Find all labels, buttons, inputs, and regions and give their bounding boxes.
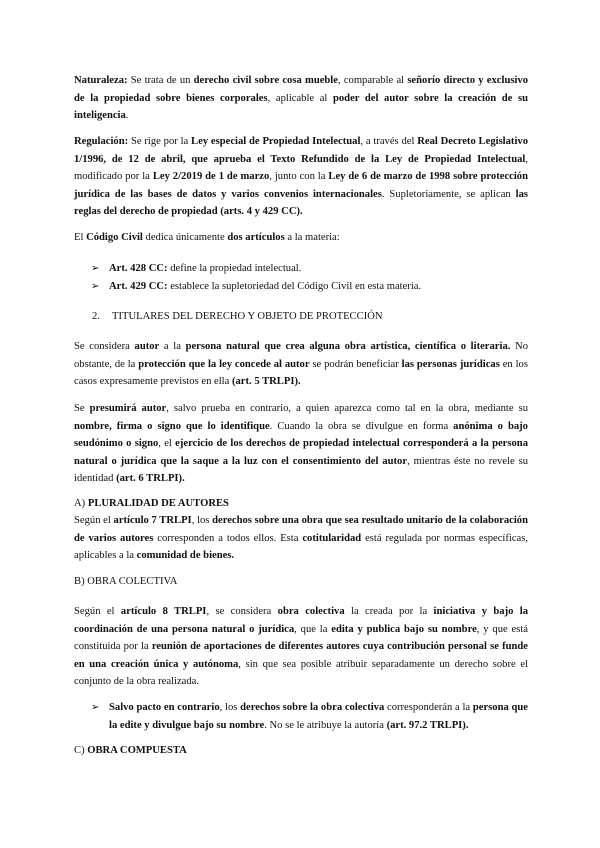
subheading-pluralidad xyxy=(74,495,528,513)
bold-run: Ley especial de Propiedad Intelectual xyxy=(191,136,361,147)
bold-run: Naturaleza: xyxy=(74,75,128,86)
paragraph-titulares-autor xyxy=(74,338,528,391)
bold-run: obra colectiva xyxy=(277,606,345,617)
bold-run: Ley de 6 de marzo de 1998 sobre protección jurídica de las bases de datos y varios convenios internacionales xyxy=(74,171,528,200)
text-run: , se considera xyxy=(206,606,278,617)
bold-run: derechos sobre una obra que sea resultado unitario de la colaboración de varios autores xyxy=(74,515,528,544)
text-run: Se rige por la xyxy=(128,136,192,147)
bold-run: las reglas del derecho de propiedad (arts. 4 y 429 CC). xyxy=(74,188,529,217)
subheading-letter: C) xyxy=(74,745,85,756)
text-run: , que la xyxy=(294,623,332,635)
subheading-title: OBRA COMPUESTA xyxy=(87,745,187,756)
text-run: corresponden a todos ellos. Esta xyxy=(153,532,303,544)
text-run: . Supletoriamente, se aplican xyxy=(381,188,516,200)
bullet-text xyxy=(91,699,528,734)
arrow-bullet-icon: ➢ xyxy=(91,281,100,292)
text-run: la creada por la xyxy=(344,606,434,617)
text-run: . Cuando la obra se divulgue en forma xyxy=(269,420,454,432)
bold-run: presumirá autor xyxy=(89,403,167,414)
bold-run: autor xyxy=(134,341,160,352)
text-run: , mientras éste no revele su identidad xyxy=(74,455,528,484)
bold-run: anónima o bajo seudónimo o signo xyxy=(74,420,528,449)
bold-run: Código Civil xyxy=(86,232,143,243)
text-run: Se considera xyxy=(74,341,135,352)
subheading-obra-colectiva xyxy=(74,573,528,591)
text-run: , el xyxy=(158,438,176,449)
bold-run: reunión de aportaciones de diferentes autores cuya contribución personal se funde en una creación única y autónoma xyxy=(74,641,528,670)
bold-run: poder del autor sobre la creación de su inteligencia xyxy=(74,92,529,121)
bold-run: derecho civil sobre cosa mueble xyxy=(193,75,338,86)
bold-run: comunidad de bienes. xyxy=(136,550,235,561)
text-run: , aplicable al xyxy=(267,92,333,104)
bold-run: nombre, firma o signo que lo identifique xyxy=(74,420,270,432)
text-run: se podrán beneficiar xyxy=(309,358,402,370)
bold-run: artículo 7 TRLPI xyxy=(113,515,192,526)
bold-run: iniciativa y bajo la coordinación de una persona natural o jurídica xyxy=(74,606,529,635)
text-run: No obstante, de la xyxy=(74,341,529,370)
paragraph-presuncion-autoria xyxy=(74,400,528,488)
bold-run: protección que la ley concede al autor xyxy=(138,358,310,370)
text-run: está regulada por normas específicas, aplicables a la xyxy=(74,532,529,561)
bullet-art-428 xyxy=(91,260,528,278)
text-run: , comparable al xyxy=(337,75,408,86)
arrow-bullet-icon: ➢ xyxy=(91,263,100,274)
text-run: , sin que sea posible atribuir separadamente un derecho sobre el conjunto de la obra realizada. xyxy=(74,658,529,687)
text-run: a la materia: xyxy=(284,232,340,243)
bold-run: Art. 428 CC: xyxy=(109,263,168,274)
bold-run: ejercicio de los derechos de propiedad intelectual corresponderá a la persona natural o jurídica que la saque a la luz con el consentimiento del autor xyxy=(74,438,528,467)
bold-run: señorío directo y exclusivo de la propiedad sobre bienes corporales xyxy=(74,75,528,104)
text-run: , los xyxy=(191,515,213,526)
section-number: 2. xyxy=(92,311,100,322)
bullet-text xyxy=(91,278,528,296)
section-title: TITULARES DEL DERECHO Y OBJETO DE PROTECCIÓN xyxy=(112,311,383,322)
bold-run: (art. 97.2 TRLPI). xyxy=(386,719,469,731)
bullet-colectiva xyxy=(91,699,528,734)
bold-run: artículo 8 TRLPI xyxy=(120,606,207,617)
subheading-title: OBRA COLECTIVA xyxy=(87,576,178,587)
text-run: , a través del xyxy=(360,136,418,147)
paragraph-pluralidad xyxy=(74,512,528,565)
bold-run: Art. 429 CC: xyxy=(109,281,168,292)
bold-run: Salvo pacto en contrario xyxy=(109,702,220,713)
subheading-letter: A) xyxy=(74,498,86,509)
bold-run: persona natural que crea alguna obra artística, científica o literaria. xyxy=(185,341,511,352)
subheading-obra-compuesta xyxy=(74,742,528,760)
subheading-title: PLURALIDAD DE AUTORES xyxy=(87,498,229,509)
text-run: . No se le atribuye la autoría xyxy=(264,719,387,731)
bold-run: derechos sobre la obra colectiva xyxy=(240,702,385,713)
bold-run: persona que la edite y divulgue bajo su nombre xyxy=(109,702,529,731)
text-run: dedica únicamente xyxy=(142,232,228,243)
bold-run: Real Decreto Legislativo 1/1996, de 12 de abril, que aprueba el Texto Refundido de la Ley de Propiedad Intelectual xyxy=(74,136,528,165)
bold-run: (art. 5 TRLPI). xyxy=(231,376,301,387)
text-run: define la propiedad intelectual. xyxy=(167,263,302,274)
text-run: , salvo prueba en contrario, a quien aparezca como tal en la obra, mediante su xyxy=(166,403,529,414)
text-run: Según el xyxy=(74,515,114,526)
text-run: corresponderán a la xyxy=(384,702,473,713)
bold-run: Regulación: xyxy=(74,136,129,147)
subheading-letter: B) xyxy=(74,576,85,587)
text-run: , modificado por la xyxy=(74,153,528,182)
text-run: , los xyxy=(219,702,241,713)
text-run: Se trata de un xyxy=(127,75,194,86)
text-run: en los casos expresamente previstos en ella xyxy=(74,358,528,387)
text-run: a la xyxy=(159,341,186,352)
text-run: establece la supletoriedad del Código Civil en esta materia. xyxy=(167,281,422,292)
paragraph-obra-colectiva xyxy=(74,603,528,691)
bullet-text xyxy=(91,260,528,278)
text-run: Según el xyxy=(74,606,121,617)
bold-run: las personas jurídicas xyxy=(401,358,500,370)
text-run: , junto con la xyxy=(269,171,329,182)
bold-run: Ley 2/2019 de 1 de marzo xyxy=(152,171,270,182)
text-run: , y que está constituida por la xyxy=(74,623,528,652)
paragraph-regulacion xyxy=(74,133,528,221)
text-run: El xyxy=(74,232,87,243)
paragraph-codigo-civil xyxy=(74,229,528,247)
bold-run: cotitularidad xyxy=(302,532,362,544)
arrow-bullet-icon: ➢ xyxy=(91,702,100,713)
text-run: Se xyxy=(74,403,90,414)
bold-run: edita y publica bajo su nombre xyxy=(331,623,477,635)
bullet-art-429 xyxy=(91,278,528,296)
paragraph-naturaleza xyxy=(74,72,528,125)
text-run: . xyxy=(125,110,129,121)
bold-run: dos artículos xyxy=(227,232,285,243)
bold-run: (art. 6 TRLPI). xyxy=(116,473,185,484)
